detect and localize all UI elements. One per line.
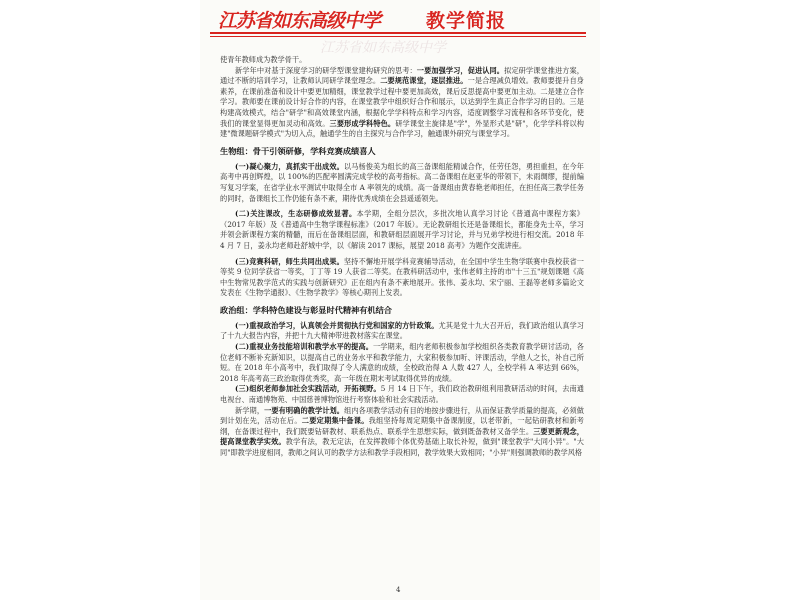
school-name-calligraphy: 江苏省如东高级中学 (218, 10, 381, 32)
intro-paragraph: 新学年中对基于深度学习的研学型课堂建构研究的思考：一要加强学习，促进认同。拟定研学课堂推进方案，通过不断的培训学习，让教师认同研学课堂理念。二要规范课堂，逐层推进。一是合理减负增效。教师要提升自身素养，在课前准备和设计中要更加精细，课堂教学过程中要更加高效，课后反思提高中要更加主动。二是建立合作学习。教师要在课前设计好合作的内容，在课堂教学中组织好合作和展示，以达到学生真正合作学习的目的。三是构建高效模式，结合"研学"和高效课堂内涵，根据化学学科特点和学习内容，适度调整学习流程和各环节变化，使我们的课堂显得更加灵动和高效。三要形成学科特色。研学课堂主旋律是"学"，外显形式是"研"，化学学科将以构建"微课题研学模式"为切入点，触通学生的自主探究与合作学习，触通课外研究与课堂学习。 (220, 65, 584, 139)
pol-paragraph-3: (三)组织老师参加社会实践活动，开拓视野。5 月 14 日下午，我们政治教研组利用教研活动的时间，去南通电视台、南通博物苑、中国慈善博物馆进行考察体验和社会实践活动。 (220, 384, 584, 405)
section-heading-politics: 政治组：学科特色建设与彰显时代精神有机结合 (220, 304, 392, 315)
bio-paragraph-2: (二)关注课改，生态研修成效显著。本学期，全组分层次，多批次地认真学习讨论《普通高中课程方案》（2017 年版）及《普通高中生物学课程标准》（2017 年版）。无论教研组长还是备课组长，都能身先士卒，学习并领会新课程方案的精髓，而后在备课组层面，和教研组层面展开学习讨论，并与兄弟学校进行相交流。2018 年 4 月 7 日，姜永均老师赴舒城中学，以《解读 2017 课标，展望 2018 高考》为题作交流讲座。 (220, 209, 584, 250)
intro-line: 使青年教师成为教学骨干。 (220, 55, 307, 64)
page-number: 4 (396, 586, 401, 594)
pol-paragraph-4: 新学期，一要有明确的教学计划。组内各项教学活动有目的地按步骤进行，从而保证教学质量的提高，必须做到计划在先，活动在后。二要定期集中备课。我组坚持每周定期集中备课制度，以老带新，一起钻研教材和新考纲，在备课过程中，我们既要钻研教材、联系热点、联系学生思想实际，做到既备教材又备学生。三要更新观念，提高课堂教学实效。教学有法，教无定法，在发挥教师个体优势基础上取长补短，做到"课堂教学"大同小异"。"大同"即教学进度相同，教师之间认可的教学方法和教学手段相同，教学效果大致相同；"小异"则强调教师的教学风格 (220, 405, 584, 457)
article-body (220, 55, 584, 459)
newsletter-title: 教学简报 (426, 10, 507, 32)
bio-paragraph-3: (三)竞赛科研，师生共同出成果。坚持不懈地开展学科竞赛辅导活动，在全国中学生生物学联赛中我校获省一等奖 9 位同学获省一等奖，丁丁等 19 人获省二等奖。在教科研活动中，张伟老师主持的市"十三五"规划课题《高中生物常见教学范式的实践与创新研究》正在组内有条不紊地展开。张伟、姜永均、宋宁丽、王磊等老师多篇论文发表在《生物学通报》、《生物学教学》等核心期刊上发表。 (220, 256, 584, 298)
pol-paragraph-1: (一)重视政治学习，认真领会并贯彻执行党和国家的方针政策。尤其是党十九大召开后，我们政治组认真学习了十九大报告内容，并把十九大精神带进教材落实在课堂。 (220, 320, 584, 341)
masthead (200, 4, 600, 34)
section-heading-biology: 生物组：骨干引领研修，学科竞赛成绩喜人 (220, 145, 376, 156)
header-watermark: 江苏省如东高级中学 (320, 40, 446, 56)
pol-paragraph-2: (二)重视业务技能培训和教学水平的提高。一学期来，组内老师积极参加学校组织各类教育教学研讨活动，各位老师不断补充新知识，以提高自己的业务水平和教学能力，大家积极参加听、评课活动，学他人之长，补自己所短。在 2018 年小高考中，我们取得了令人满意的成绩，全校政治得 A 人数 427 人，全校学科 A 率达到 66%，2018 年高考高三政治取得优秀奖，高一年级在期末考试取得优异的成绩。 (220, 342, 584, 383)
bio-paragraph-1: (一)凝心聚力，真抓实干出成效。以马杨俊美为组长的高三备课组能精诚合作，任劳任怨，勇担重担，在今年高考中再创辉煌，以 100%的匹配率圆满完成学校的高考指标。高二备课组在赵亚华的带领下，未雨绸缪，提前编写复习学案，在省学业水平测试中取得全市 A 率领先的成绩。高一备课组由黄春艳老师担任，在担任高三教学任务的同时，备课组长工作仍能有条不紊，期待优秀成绩在会县遥遥领先。 (220, 161, 584, 203)
document-page (200, 0, 600, 600)
header-rule-thick (210, 32, 586, 34)
